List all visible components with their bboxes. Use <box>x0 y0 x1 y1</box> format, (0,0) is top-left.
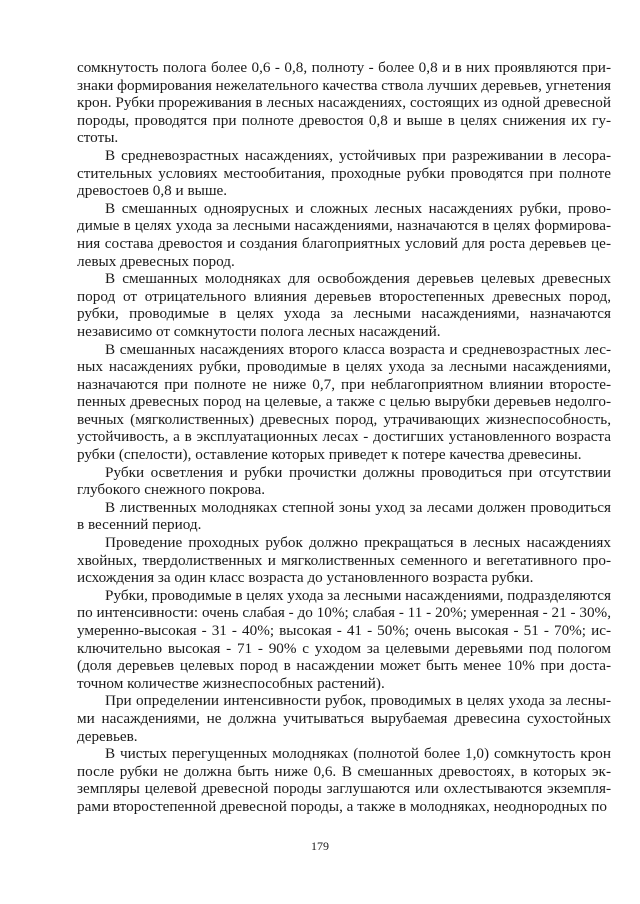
paragraph: В чистых перегущенных молодняках (полнотой более 1,0) сомкнутость крон после рубки не должна быть ниже 0,6. В смешанных древостоях, в которых экземпляры целевой древесной породы заглушаются или охлестываются экземплярами второстепенной древесной породы, а также в молодняках, неоднородных по <box>77 745 611 815</box>
paragraph: В средневозрастных насаждениях, устойчивых при разреживании в лесорастительных условиях местообитания, проходные рубки проводятся при полноте древостоев 0,8 и выше. <box>77 146 611 200</box>
paragraph: При определении интенсивности рубок, проводимых в целях ухода за лесными насаждениями, не должна учитываться вырубаемая древесина сухостойных деревьев. <box>77 692 611 745</box>
page-number: 179 <box>311 839 329 853</box>
paragraph: В смешанных молодняках для освобождения деревьев целевых древесных пород от отрицательного влияния деревьев второстепенных древесных пород, рубки, проводимые в целях ухода за лесными насаждениями, назначаются независимо от сомкнутости полога лесных насаждений. <box>77 270 611 340</box>
body-text <box>77 59 611 816</box>
paragraph-continued: сомкнутость полога более 0,6 - 0,8, полноту - более 0,8 и в них проявляются признаки формирования нежелательного качества ствола лучших деревьев, угнетения крон. Рубки прореживания в лесных насаждениях, состоящих из одной древесной породы, проводятся при полноте древостоя 0,8 и выше в целях снижения их густоты. <box>77 59 611 147</box>
paragraph: Проведение проходных рубок должно прекращаться в лесных насаждениях хвойных, твердолиственных и мягколиственных семенного и вегетативного происхождения за один класс возраста до установленного возраста рубки. <box>77 534 611 587</box>
paragraph: Рубки, проводимые в целях ухода за лесными насаждениями, подразделяются по интенсивности: очень слабая - до 10%; слабая - 11 - 20%; умеренная - 21 - 30%, умеренно-высокая - 31 - 40%; высокая - 41 - 50%; очень высокая - 51 - 70%; исключительно высокая - 71 - 90% с уходом за целевыми деревьями под пологом (доля деревьев целевых пород в насаждении может быть менее 10% при достаточном количестве жизнеспособных растений). <box>77 586 611 692</box>
paragraph: Рубки осветления и рубки прочистки должны проводиться при отсутствии глубокого снежного покрова. <box>77 463 611 499</box>
paragraph: В лиственных молодняках степной зоны уход за лесами должен проводиться в весенний период. <box>77 498 611 534</box>
paragraph: В смешанных насаждениях второго класса возраста и средневозрастных лесных насаждениях рубки, проводимые в целях ухода за лесными насаждениями, назначаются при полноте не ниже 0,7, при неблагоприятном влиянии второстепенных древесных пород на целевые, а также с целью вырубки деревьев недолговечных (мягколиственных) древесных пород, утрачивающих жизнеспособность, устойчивость, а в эксплуатационных лесах - достигших установленного возраста рубки (спелости), оставление которых приведет к потере качества древесины. <box>77 340 611 464</box>
paragraph: В смешанных одноярусных и сложных лесных насаждениях рубки, проводимые в целях ухода за лесными насаждениями, назначаются в целях формирования состава древостоя и создания благоприятных условий для роста деревьев целевых древесных пород. <box>77 199 611 270</box>
